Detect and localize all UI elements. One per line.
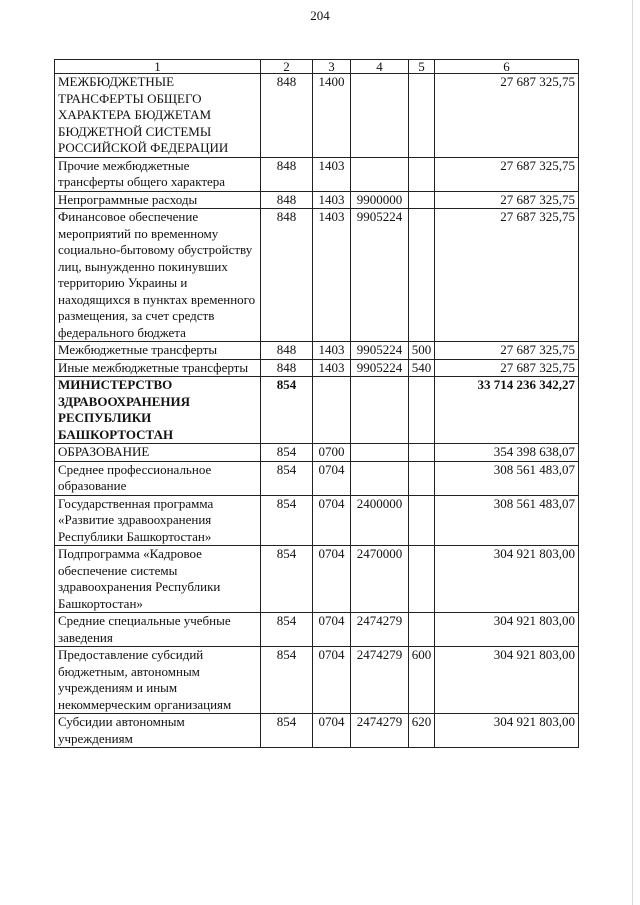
row-amount: 308 561 483,07 bbox=[435, 495, 579, 546]
row-code-target bbox=[351, 444, 409, 462]
row-amount: 27 687 325,75 bbox=[435, 342, 579, 360]
row-code-target: 9900000 bbox=[351, 191, 409, 209]
row-code-target: 2474279 bbox=[351, 613, 409, 647]
row-code-ministry: 848 bbox=[261, 74, 313, 158]
table-row bbox=[55, 647, 579, 714]
table-row bbox=[55, 74, 579, 158]
row-name: Субсидии автономным учреждениям bbox=[55, 714, 261, 748]
budget-table bbox=[54, 59, 579, 748]
row-name: ОБРАЗОВАНИЕ bbox=[55, 444, 261, 462]
row-code-ministry: 848 bbox=[261, 191, 313, 209]
row-code-ministry: 854 bbox=[261, 495, 313, 546]
row-name: Иные межбюджетные трансферты bbox=[55, 359, 261, 377]
table-row bbox=[55, 342, 579, 360]
row-amount: 27 687 325,75 bbox=[435, 191, 579, 209]
row-code-expense-type: 540 bbox=[409, 359, 435, 377]
row-name: Средние специальные учебные заведения bbox=[55, 613, 261, 647]
row-amount: 27 687 325,75 bbox=[435, 359, 579, 377]
row-code-section: 1403 bbox=[313, 209, 351, 342]
row-amount: 304 921 803,00 bbox=[435, 546, 579, 613]
table-row bbox=[55, 613, 579, 647]
row-name: Финансовое обеспечение мероприятий по временному социально-бытовому обустройству лиц, вынужденно покинувших территорию Украины и находящихся в пунктах временного размещения, за счет средств федерального бюджета bbox=[55, 209, 261, 342]
table-row bbox=[55, 461, 579, 495]
row-name: Государственная программа «Развитие здравоохранения Республики Башкортостан» bbox=[55, 495, 261, 546]
row-code-ministry: 854 bbox=[261, 461, 313, 495]
scan-edge-line bbox=[632, 0, 633, 905]
table-row bbox=[55, 209, 579, 342]
row-code-target bbox=[351, 377, 409, 444]
table-row bbox=[55, 546, 579, 613]
row-code-ministry: 854 bbox=[261, 714, 313, 748]
table-row bbox=[55, 714, 579, 748]
row-code-expense-type bbox=[409, 495, 435, 546]
row-amount: 308 561 483,07 bbox=[435, 461, 579, 495]
row-code-expense-type bbox=[409, 377, 435, 444]
row-code-target bbox=[351, 74, 409, 158]
row-code-target: 2474279 bbox=[351, 714, 409, 748]
row-code-expense-type bbox=[409, 191, 435, 209]
row-code-section: 1403 bbox=[313, 191, 351, 209]
row-code-ministry: 854 bbox=[261, 647, 313, 714]
row-code-expense-type bbox=[409, 546, 435, 613]
column-header: 4 bbox=[351, 60, 409, 74]
row-amount: 304 921 803,00 bbox=[435, 613, 579, 647]
row-code-section: 0704 bbox=[313, 461, 351, 495]
row-code-expense-type bbox=[409, 461, 435, 495]
row-code-target bbox=[351, 461, 409, 495]
row-code-section: 0704 bbox=[313, 714, 351, 748]
row-code-target: 2474279 bbox=[351, 647, 409, 714]
row-code-section: 0704 bbox=[313, 613, 351, 647]
row-amount: 354 398 638,07 bbox=[435, 444, 579, 462]
column-header: 1 bbox=[55, 60, 261, 74]
row-code-expense-type bbox=[409, 74, 435, 158]
row-code-section: 1400 bbox=[313, 74, 351, 158]
row-code-section: 0700 bbox=[313, 444, 351, 462]
row-code-ministry: 854 bbox=[261, 444, 313, 462]
row-code-section: 1403 bbox=[313, 342, 351, 360]
row-code-ministry: 848 bbox=[261, 342, 313, 360]
row-code-expense-type: 620 bbox=[409, 714, 435, 748]
row-code-expense-type bbox=[409, 157, 435, 191]
table-row bbox=[55, 359, 579, 377]
row-amount: 27 687 325,75 bbox=[435, 209, 579, 342]
row-code-target: 2470000 bbox=[351, 546, 409, 613]
table-row bbox=[55, 444, 579, 462]
column-header: 3 bbox=[313, 60, 351, 74]
row-code-section: 1403 bbox=[313, 359, 351, 377]
row-code-ministry: 854 bbox=[261, 377, 313, 444]
row-name: Непрограммные расходы bbox=[55, 191, 261, 209]
row-code-ministry: 848 bbox=[261, 209, 313, 342]
row-code-expense-type bbox=[409, 613, 435, 647]
table-row bbox=[55, 157, 579, 191]
row-amount: 304 921 803,00 bbox=[435, 647, 579, 714]
row-code-section: 0704 bbox=[313, 647, 351, 714]
row-name: Прочие межбюджетные трансферты общего характера bbox=[55, 157, 261, 191]
column-header: 5 bbox=[409, 60, 435, 74]
row-code-ministry: 854 bbox=[261, 613, 313, 647]
row-code-section: 1403 bbox=[313, 157, 351, 191]
row-code-expense-type bbox=[409, 209, 435, 342]
column-header: 6 bbox=[435, 60, 579, 74]
row-code-ministry: 848 bbox=[261, 359, 313, 377]
row-amount: 27 687 325,75 bbox=[435, 74, 579, 158]
row-name: Подпрограмма «Кадровое обеспечение системы здравоохранения Республики Башкортостан» bbox=[55, 546, 261, 613]
table-row bbox=[55, 377, 579, 444]
row-amount: 304 921 803,00 bbox=[435, 714, 579, 748]
row-code-target: 2400000 bbox=[351, 495, 409, 546]
row-amount: 27 687 325,75 bbox=[435, 157, 579, 191]
row-amount: 33 714 236 342,27 bbox=[435, 377, 579, 444]
table-row bbox=[55, 191, 579, 209]
header-row bbox=[55, 60, 579, 74]
row-code-ministry: 848 bbox=[261, 157, 313, 191]
row-code-expense-type: 600 bbox=[409, 647, 435, 714]
row-name: Предоставление субсидий бюджетным, автономным учреждениям и иным некоммерческим организациям bbox=[55, 647, 261, 714]
table-row bbox=[55, 495, 579, 546]
row-name: МЕЖБЮДЖЕТНЫЕ ТРАНСФЕРТЫ ОБЩЕГО ХАРАКТЕРА БЮДЖЕТАМ БЮДЖЕТНОЙ СИСТЕМЫ РОССИЙСКОЙ ФЕДЕРАЦИИ bbox=[55, 74, 261, 158]
row-code-target: 9905224 bbox=[351, 342, 409, 360]
row-code-section: 0704 bbox=[313, 546, 351, 613]
row-name: Среднее профессиональное образование bbox=[55, 461, 261, 495]
row-code-target: 9905224 bbox=[351, 359, 409, 377]
row-code-ministry: 854 bbox=[261, 546, 313, 613]
row-name: Межбюджетные трансферты bbox=[55, 342, 261, 360]
row-code-target: 9905224 bbox=[351, 209, 409, 342]
row-code-expense-type: 500 bbox=[409, 342, 435, 360]
row-code-section bbox=[313, 377, 351, 444]
column-header: 2 bbox=[261, 60, 313, 74]
row-code-expense-type bbox=[409, 444, 435, 462]
row-name: МИНИСТЕРСТВО ЗДРАВООХРАНЕНИЯ РЕСПУБЛИКИ БАШКОРТОСТАН bbox=[55, 377, 261, 444]
row-code-section: 0704 bbox=[313, 495, 351, 546]
row-code-target bbox=[351, 157, 409, 191]
page-number: 204 bbox=[310, 8, 330, 23]
